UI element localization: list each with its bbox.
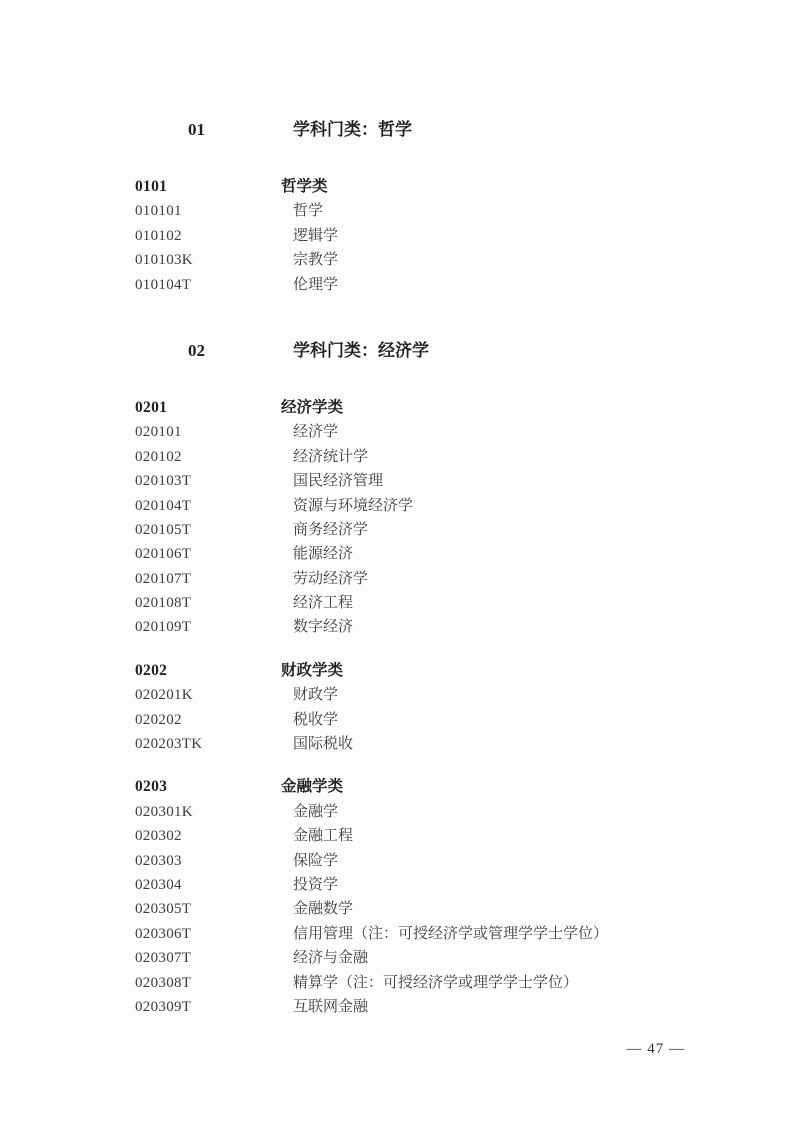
- section-header: [0, 341, 799, 361]
- major-group: [0, 396, 799, 640]
- major-name: 金融工程: [293, 828, 354, 845]
- section-header: [0, 120, 799, 140]
- major-code: 020305T: [135, 901, 192, 918]
- major-name: 资源与环境经济学: [293, 497, 414, 514]
- major-row: [0, 708, 799, 732]
- major-name: 经济与金融: [293, 950, 369, 967]
- group-row: [0, 175, 799, 199]
- major-name: 经济学: [293, 424, 339, 441]
- major-name: 哲学: [293, 203, 324, 220]
- category-title: 学科门类：哲学: [293, 120, 412, 139]
- group-code: 0202: [135, 661, 168, 679]
- major-code: 020307T: [135, 950, 192, 967]
- group-row: [0, 396, 799, 420]
- major-name: 税收学: [293, 711, 339, 728]
- major-code: 020103T: [135, 473, 192, 490]
- major-name: 劳动经济学: [293, 570, 369, 587]
- group-code: 0101: [135, 178, 168, 195]
- major-name: 国际税收: [293, 736, 354, 753]
- major-name: 伦理学: [293, 276, 339, 293]
- major-row: [0, 897, 799, 921]
- major-name: 财政学: [293, 687, 339, 704]
- major-code: 010103K: [135, 252, 193, 269]
- major-name: 保险学: [293, 852, 339, 869]
- group-code: 0203: [135, 778, 168, 796]
- major-code: 020202: [135, 711, 182, 728]
- major-row: [0, 873, 799, 897]
- major-name: 互联网金融: [293, 998, 369, 1015]
- major-name: 金融数学: [293, 901, 354, 918]
- major-row: [0, 273, 799, 297]
- major-code: 010104T: [135, 276, 192, 293]
- group-name: 经济学类: [281, 398, 344, 416]
- major-code: 020308T: [135, 974, 192, 991]
- catalog-sections: [0, 120, 799, 1019]
- category-title: 学科门类：经济学: [293, 340, 429, 360]
- major-code: 020109T: [135, 619, 192, 636]
- major-row: [0, 542, 799, 566]
- major-code: 020303: [135, 852, 182, 869]
- discipline-section: [0, 341, 799, 1019]
- major-code: 020201K: [135, 687, 193, 704]
- major-group: [0, 775, 799, 1019]
- major-code: 020106T: [135, 546, 192, 563]
- major-group: [0, 175, 799, 297]
- major-list: [0, 683, 799, 756]
- group-code: 0201: [135, 398, 168, 416]
- major-name: 商务经济学: [293, 521, 369, 538]
- major-row: [0, 824, 799, 848]
- major-row: [0, 732, 799, 756]
- major-row: [0, 849, 799, 873]
- major-name: 国民经济管理: [293, 473, 384, 490]
- major-code: 010101: [135, 203, 182, 220]
- major-row: [0, 469, 799, 493]
- major-code: 020301K: [135, 803, 193, 820]
- major-row: [0, 518, 799, 542]
- group-row: [0, 659, 799, 683]
- major-code: 010102: [135, 227, 182, 244]
- major-row: [0, 615, 799, 639]
- major-list: [0, 199, 799, 297]
- major-row: [0, 971, 799, 995]
- major-code: 020102: [135, 448, 182, 465]
- major-name: 经济工程: [293, 595, 354, 612]
- category-code: 02: [188, 340, 205, 360]
- major-code: 020107T: [135, 570, 192, 587]
- major-group: [0, 659, 799, 757]
- major-list: [0, 800, 799, 1020]
- major-list: [0, 420, 799, 640]
- major-name: 精算学（注：可授经济学或理学学士学位）: [293, 974, 579, 991]
- major-code: 020104T: [135, 497, 192, 514]
- group-list: [0, 175, 799, 297]
- major-name: 逻辑学: [293, 227, 339, 244]
- major-row: [0, 995, 799, 1019]
- major-code: 020203TK: [135, 736, 203, 753]
- group-name: 金融学类: [281, 778, 344, 796]
- major-code: 020105T: [135, 521, 192, 538]
- major-name: 数字经济: [293, 619, 354, 636]
- group-name: 哲学类: [281, 178, 328, 195]
- discipline-section: [0, 120, 799, 297]
- major-name: 宗教学: [293, 252, 339, 269]
- major-row: [0, 567, 799, 591]
- major-row: [0, 420, 799, 444]
- major-row: [0, 800, 799, 824]
- major-code: 020101: [135, 424, 182, 441]
- group-name: 财政学类: [281, 661, 344, 679]
- major-code: 020304: [135, 876, 182, 893]
- major-row: [0, 683, 799, 707]
- major-name: 信用管理（注：可授经济学或管理学学士学位）: [293, 925, 609, 942]
- major-row: [0, 224, 799, 248]
- category-code: 01: [188, 120, 205, 139]
- major-name: 投资学: [293, 876, 339, 893]
- major-code: 020302: [135, 828, 182, 845]
- major-code: 020306T: [135, 925, 192, 942]
- major-row: [0, 946, 799, 970]
- major-code: 020108T: [135, 595, 192, 612]
- major-code: 020309T: [135, 998, 192, 1015]
- major-name: 金融学: [293, 803, 339, 820]
- group-list: [0, 396, 799, 1019]
- major-row: [0, 922, 799, 946]
- major-row: [0, 494, 799, 518]
- page-number: — 47 —: [626, 1041, 685, 1057]
- group-row: [0, 775, 799, 799]
- major-name: 能源经济: [293, 546, 354, 563]
- major-row: [0, 445, 799, 469]
- major-row: [0, 591, 799, 615]
- major-row: [0, 199, 799, 223]
- major-name: 经济统计学: [293, 448, 369, 465]
- major-row: [0, 248, 799, 272]
